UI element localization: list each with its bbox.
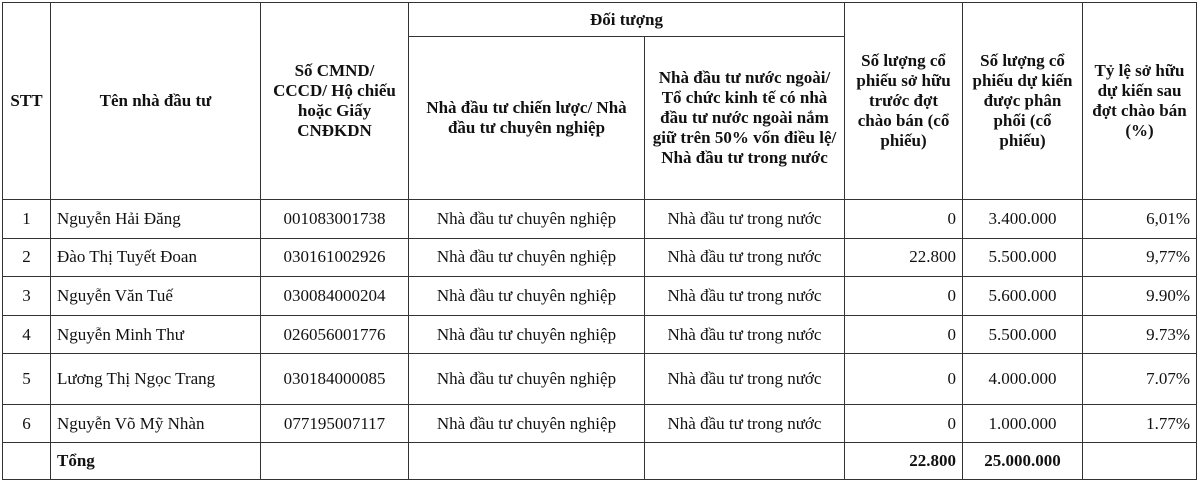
cell-investor-type-1: Nhà đầu tư chuyên nghiệp (409, 277, 645, 316)
cell-investor-type-2: Nhà đầu tư trong nước (645, 238, 845, 277)
cell-id-number: 001083001738 (261, 200, 409, 239)
cell-stt: 4 (3, 315, 51, 354)
total-shares-allocated: 25.000.000 (963, 443, 1083, 480)
cell-investor-name: Nguyễn Văn Tuế (51, 277, 261, 316)
cell-ownership-ratio: 6,01% (1083, 200, 1197, 239)
header-id-number: Số CMND/ CCCD/ Hộ chiếu hoặc Giấy CNĐKDN (261, 3, 409, 200)
cell-shares-allocated: 3.400.000 (963, 200, 1083, 239)
investor-allocation-table (2, 2, 1197, 480)
cell-shares-before: 0 (845, 404, 963, 443)
total-shares-before: 22.800 (845, 443, 963, 480)
cell-empty (1083, 443, 1197, 480)
cell-id-number: 077195007117 (261, 404, 409, 443)
table-row (3, 315, 1197, 354)
header-investor-type-group: Đối tượng (409, 3, 845, 37)
header-investor-name: Tên nhà đầu tư (51, 3, 261, 200)
cell-investor-name: Đào Thị Tuyết Đoan (51, 238, 261, 277)
cell-investor-type-1: Nhà đầu tư chuyên nghiệp (409, 404, 645, 443)
header-row-top (3, 3, 1197, 37)
cell-investor-type-1: Nhà đầu tư chuyên nghiệp (409, 354, 645, 404)
cell-id-number: 026056001776 (261, 315, 409, 354)
header-shares-before: Số lượng cổ phiếu sở hữu trước đợt chào bán (cổ phiếu) (845, 3, 963, 200)
cell-shares-before: 22.800 (845, 238, 963, 277)
cell-shares-before: 0 (845, 315, 963, 354)
total-row (3, 443, 1197, 480)
cell-investor-name: Nguyễn Hải Đăng (51, 200, 261, 239)
table-row (3, 404, 1197, 443)
cell-empty (3, 443, 51, 480)
cell-investor-type-1: Nhà đầu tư chuyên nghiệp (409, 315, 645, 354)
cell-id-number: 030161002926 (261, 238, 409, 277)
table-row (3, 354, 1197, 404)
cell-shares-before: 0 (845, 200, 963, 239)
header-shares-allocated: Số lượng cổ phiếu dự kiến được phân phối (cổ phiếu) (963, 3, 1083, 200)
cell-ownership-ratio: 9,77% (1083, 238, 1197, 277)
cell-ownership-ratio: 7.07% (1083, 354, 1197, 404)
cell-stt: 3 (3, 277, 51, 316)
cell-investor-name: Nguyễn Minh Thư (51, 315, 261, 354)
header-ownership-ratio: Tỷ lệ sở hữu dự kiến sau đợt chào bán (%) (1083, 3, 1197, 200)
table-row (3, 200, 1197, 239)
cell-investor-type-1: Nhà đầu tư chuyên nghiệp (409, 238, 645, 277)
cell-investor-type-2: Nhà đầu tư trong nước (645, 354, 845, 404)
header-stt: STT (3, 3, 51, 200)
cell-ownership-ratio: 9.73% (1083, 315, 1197, 354)
cell-shares-allocated: 5.600.000 (963, 277, 1083, 316)
cell-shares-allocated: 5.500.000 (963, 315, 1083, 354)
cell-investor-type-2: Nhà đầu tư trong nước (645, 277, 845, 316)
cell-empty (261, 443, 409, 480)
cell-stt: 2 (3, 238, 51, 277)
header-strategic-professional: Nhà đầu tư chiến lược/ Nhà đầu tư chuyên nghiệp (409, 37, 645, 200)
cell-id-number: 030184000085 (261, 354, 409, 404)
table-row (3, 277, 1197, 316)
cell-ownership-ratio: 9.90% (1083, 277, 1197, 316)
table-row (3, 238, 1197, 277)
cell-empty (645, 443, 845, 480)
cell-shares-allocated: 4.000.000 (963, 354, 1083, 404)
cell-investor-type-2: Nhà đầu tư trong nước (645, 200, 845, 239)
cell-investor-type-2: Nhà đầu tư trong nước (645, 404, 845, 443)
cell-stt: 1 (3, 200, 51, 239)
cell-stt: 6 (3, 404, 51, 443)
cell-id-number: 030084000204 (261, 277, 409, 316)
cell-investor-type-1: Nhà đầu tư chuyên nghiệp (409, 200, 645, 239)
cell-ownership-ratio: 1.77% (1083, 404, 1197, 443)
cell-investor-name: Lương Thị Ngọc Trang (51, 354, 261, 404)
cell-shares-allocated: 1.000.000 (963, 404, 1083, 443)
cell-shares-before: 0 (845, 354, 963, 404)
cell-stt: 5 (3, 354, 51, 404)
cell-investor-name: Nguyễn Võ Mỹ Nhàn (51, 404, 261, 443)
header-foreign-domestic: Nhà đầu tư nước ngoài/ Tổ chức kinh tế có nhà đầu tư nước ngoài nắm giữ trên 50% vốn điều lệ/ Nhà đầu tư trong nước (645, 37, 845, 200)
cell-shares-allocated: 5.500.000 (963, 238, 1083, 277)
total-label: Tổng (51, 443, 261, 480)
cell-empty (409, 443, 645, 480)
cell-investor-type-2: Nhà đầu tư trong nước (645, 315, 845, 354)
cell-shares-before: 0 (845, 277, 963, 316)
